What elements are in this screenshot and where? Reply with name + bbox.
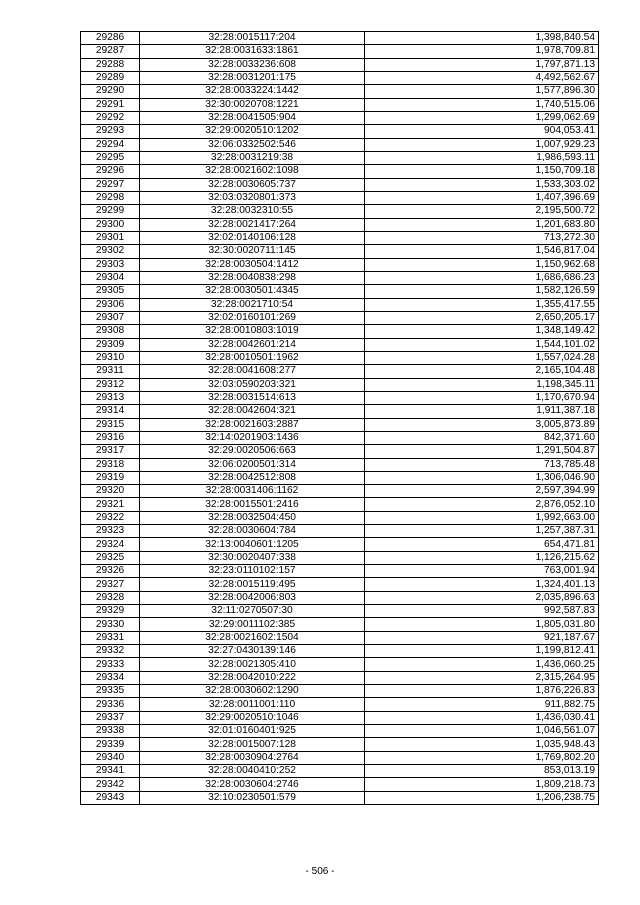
amount-cell: 992,587.83 xyxy=(365,605,599,618)
row-number-cell: 29315 xyxy=(81,418,140,431)
table-row xyxy=(81,418,599,431)
cadastral-number-cell: 32:14:0201903:1436 xyxy=(140,431,365,444)
cadastral-number-cell: 32:28:0015501:2416 xyxy=(140,498,365,511)
amount-cell: 1,436,060.25 xyxy=(365,658,599,671)
row-number-cell: 29332 xyxy=(81,645,140,658)
amount-cell: 1,324,401.13 xyxy=(365,578,599,591)
amount-cell: 1,686,686.23 xyxy=(365,271,599,284)
row-number-cell: 29292 xyxy=(81,111,140,124)
table-row xyxy=(81,178,599,191)
table-row xyxy=(81,165,599,178)
table-row xyxy=(81,258,599,271)
amount-cell: 2,165,104.48 xyxy=(365,365,599,378)
amount-cell: 3,005,873.89 xyxy=(365,418,599,431)
cadastral-number-cell: 32:28:0030602:1290 xyxy=(140,685,365,698)
row-number-cell: 29290 xyxy=(81,85,140,98)
cadastral-number-cell: 32:02:0160101:269 xyxy=(140,311,365,324)
cadastral-number-cell: 32:28:0021603:2887 xyxy=(140,418,365,431)
row-number-cell: 29337 xyxy=(81,711,140,724)
row-number-cell: 29327 xyxy=(81,578,140,591)
amount-cell: 1,306,046.90 xyxy=(365,471,599,484)
cadastral-number-cell: 32:28:0030605:737 xyxy=(140,178,365,191)
table-row xyxy=(81,538,599,551)
cadastral-number-cell: 32:28:0031406:1162 xyxy=(140,485,365,498)
page-number: - 506 - xyxy=(305,866,335,877)
amount-cell: 2,195,500.72 xyxy=(365,205,599,218)
row-number-cell: 29301 xyxy=(81,231,140,244)
amount-cell: 1,170,670.94 xyxy=(365,391,599,404)
row-number-cell: 29326 xyxy=(81,565,140,578)
amount-cell: 1,992,663.00 xyxy=(365,511,599,524)
cadastral-number-cell: 32:02:0140106:128 xyxy=(140,231,365,244)
row-number-cell: 29318 xyxy=(81,458,140,471)
amount-cell: 1,035,948.43 xyxy=(365,738,599,751)
row-number-cell: 29325 xyxy=(81,551,140,564)
table-row xyxy=(81,431,599,444)
table-row xyxy=(81,658,599,671)
cadastral-number-cell: 32:28:0033236:608 xyxy=(140,58,365,71)
row-number-cell: 29317 xyxy=(81,445,140,458)
cadastral-number-cell: 32:03:0590203:321 xyxy=(140,378,365,391)
table-row xyxy=(81,58,599,71)
amount-cell: 1,206,238.75 xyxy=(365,791,599,804)
table-row xyxy=(81,445,599,458)
cadastral-number-cell: 32:28:0032310:55 xyxy=(140,205,365,218)
table-row xyxy=(81,605,599,618)
amount-cell: 1,150,962.68 xyxy=(365,258,599,271)
amount-cell: 2,650,205.17 xyxy=(365,311,599,324)
amount-cell: 1,557,024.28 xyxy=(365,351,599,364)
cadastral-number-cell: 32:28:0040838:298 xyxy=(140,271,365,284)
table-row xyxy=(81,338,599,351)
cadastral-number-cell: 32:11:0270507:30 xyxy=(140,605,365,618)
amount-cell: 1,809,218.73 xyxy=(365,778,599,791)
cadastral-number-cell: 32:28:0015007:128 xyxy=(140,738,365,751)
cadastral-number-cell: 32:28:0031219:38 xyxy=(140,151,365,164)
row-number-cell: 29341 xyxy=(81,765,140,778)
row-number-cell: 29305 xyxy=(81,285,140,298)
row-number-cell: 29304 xyxy=(81,271,140,284)
cadastral-number-cell: 32:30:0020407:338 xyxy=(140,551,365,564)
row-number-cell: 29294 xyxy=(81,138,140,151)
row-number-cell: 29323 xyxy=(81,525,140,538)
amount-cell: 1,978,709.81 xyxy=(365,45,599,58)
table-row xyxy=(81,391,599,404)
cadastral-number-cell: 32:28:0015117:204 xyxy=(140,32,365,45)
row-number-cell: 29306 xyxy=(81,298,140,311)
cadastral-number-cell: 32:01:0160401:925 xyxy=(140,725,365,738)
row-number-cell: 29335 xyxy=(81,685,140,698)
cadastral-number-cell: 32:28:0030604:784 xyxy=(140,525,365,538)
cadastral-number-cell: 32:28:0040410:252 xyxy=(140,765,365,778)
table-row xyxy=(81,231,599,244)
cadastral-number-cell: 32:28:0021710:54 xyxy=(140,298,365,311)
row-number-cell: 29303 xyxy=(81,258,140,271)
row-number-cell: 29321 xyxy=(81,498,140,511)
row-number-cell: 29334 xyxy=(81,671,140,684)
cadastral-number-cell: 32:30:0020711:145 xyxy=(140,245,365,258)
table-row xyxy=(81,218,599,231)
row-number-cell: 29300 xyxy=(81,218,140,231)
amount-cell: 1,199,812.41 xyxy=(365,645,599,658)
cadastral-number-cell: 32:28:0011001:110 xyxy=(140,698,365,711)
table-row xyxy=(81,591,599,604)
table-row xyxy=(81,738,599,751)
row-number-cell: 29331 xyxy=(81,631,140,644)
table-row xyxy=(81,498,599,511)
cadastral-number-cell: 32:28:0042010:222 xyxy=(140,671,365,684)
row-number-cell: 29287 xyxy=(81,45,140,58)
table-row xyxy=(81,765,599,778)
table-row xyxy=(81,138,599,151)
amount-cell: 1,046,561.07 xyxy=(365,725,599,738)
cadastral-number-cell: 32:28:0015119:495 xyxy=(140,578,365,591)
table-row xyxy=(81,698,599,711)
cadastral-number-cell: 32:28:0031514:613 xyxy=(140,391,365,404)
cadastral-number-cell: 32:28:0042512:808 xyxy=(140,471,365,484)
table-row xyxy=(81,111,599,124)
cadastral-number-cell: 32:28:0032504:450 xyxy=(140,511,365,524)
cadastral-number-cell: 32:28:0021305:410 xyxy=(140,658,365,671)
table-row xyxy=(81,311,599,324)
cadastral-number-cell: 32:28:0030904:2764 xyxy=(140,751,365,764)
row-number-cell: 29312 xyxy=(81,378,140,391)
row-number-cell: 29329 xyxy=(81,605,140,618)
table-row xyxy=(81,325,599,338)
table-row xyxy=(81,85,599,98)
table-row xyxy=(81,471,599,484)
row-number-cell: 29310 xyxy=(81,351,140,364)
amount-cell: 1,150,709.18 xyxy=(365,165,599,178)
amount-cell: 2,876,052.10 xyxy=(365,498,599,511)
table-row xyxy=(81,285,599,298)
table-row xyxy=(81,551,599,564)
amount-cell: 1,805,031.80 xyxy=(365,618,599,631)
cadastral-number-cell: 32:06:0332502:546 xyxy=(140,138,365,151)
cadastral-number-cell: 32:29:0020510:1046 xyxy=(140,711,365,724)
amount-cell: 1,348,149.42 xyxy=(365,325,599,338)
amount-cell: 1,876,226.83 xyxy=(365,685,599,698)
table-row xyxy=(81,511,599,524)
amount-cell: 853,013.19 xyxy=(365,765,599,778)
amount-cell: 713,272.30 xyxy=(365,231,599,244)
amount-cell: 2,597,394.99 xyxy=(365,485,599,498)
cadastral-number-cell: 32:29:0020506:663 xyxy=(140,445,365,458)
amount-cell: 1,291,504.87 xyxy=(365,445,599,458)
cadastral-number-cell: 32:28:0030501:4345 xyxy=(140,285,365,298)
records-table xyxy=(80,31,599,805)
row-number-cell: 29308 xyxy=(81,325,140,338)
table-row xyxy=(81,631,599,644)
table-row xyxy=(81,351,599,364)
amount-cell: 904,053.41 xyxy=(365,125,599,138)
row-number-cell: 29338 xyxy=(81,725,140,738)
amount-cell: 911,882.75 xyxy=(365,698,599,711)
amount-cell: 1,533,303.02 xyxy=(365,178,599,191)
amount-cell: 1,126,215.62 xyxy=(365,551,599,564)
table-row xyxy=(81,365,599,378)
row-number-cell: 29311 xyxy=(81,365,140,378)
table-row xyxy=(81,45,599,58)
row-number-cell: 29339 xyxy=(81,738,140,751)
records-table-body xyxy=(81,32,599,805)
row-number-cell: 29343 xyxy=(81,791,140,804)
cadastral-number-cell: 32:28:0041505:904 xyxy=(140,111,365,124)
cadastral-number-cell: 32:30:0020708:1221 xyxy=(140,98,365,111)
table-row xyxy=(81,645,599,658)
amount-cell: 2,315,264.95 xyxy=(365,671,599,684)
cadastral-number-cell: 32:27:0430139:146 xyxy=(140,645,365,658)
cadastral-number-cell: 32:28:0031633:1861 xyxy=(140,45,365,58)
table-row xyxy=(81,618,599,631)
row-number-cell: 29320 xyxy=(81,485,140,498)
table-row xyxy=(81,791,599,804)
row-number-cell: 29328 xyxy=(81,591,140,604)
table-row xyxy=(81,778,599,791)
amount-cell: 1,407,396.69 xyxy=(365,191,599,204)
row-number-cell: 29342 xyxy=(81,778,140,791)
cadastral-number-cell: 32:28:0042604:321 xyxy=(140,405,365,418)
cadastral-number-cell: 32:23:0110102:157 xyxy=(140,565,365,578)
cadastral-number-cell: 32:06:0200501:314 xyxy=(140,458,365,471)
cadastral-number-cell: 32:28:0030504:1412 xyxy=(140,258,365,271)
row-number-cell: 29289 xyxy=(81,71,140,84)
row-number-cell: 29333 xyxy=(81,658,140,671)
table-row xyxy=(81,98,599,111)
amount-cell: 1,769,802.20 xyxy=(365,751,599,764)
amount-cell: 842,371.60 xyxy=(365,431,599,444)
row-number-cell: 29313 xyxy=(81,391,140,404)
amount-cell: 654,471.81 xyxy=(365,538,599,551)
cadastral-number-cell: 32:28:0042601:214 xyxy=(140,338,365,351)
row-number-cell: 29324 xyxy=(81,538,140,551)
amount-cell: 1,544,101.02 xyxy=(365,338,599,351)
row-number-cell: 29314 xyxy=(81,405,140,418)
amount-cell: 2,035,896.63 xyxy=(365,591,599,604)
row-number-cell: 29286 xyxy=(81,32,140,45)
cadastral-number-cell: 32:28:0010501:1962 xyxy=(140,351,365,364)
row-number-cell: 29299 xyxy=(81,205,140,218)
amount-cell: 1,257,387.31 xyxy=(365,525,599,538)
amount-cell: 4,492,562.67 xyxy=(365,71,599,84)
row-number-cell: 29336 xyxy=(81,698,140,711)
amount-cell: 1,577,896.30 xyxy=(365,85,599,98)
amount-cell: 713,785.48 xyxy=(365,458,599,471)
table-row xyxy=(81,485,599,498)
table-row xyxy=(81,711,599,724)
row-number-cell: 29309 xyxy=(81,338,140,351)
row-number-cell: 29288 xyxy=(81,58,140,71)
amount-cell: 1,797,871.13 xyxy=(365,58,599,71)
amount-cell: 1,546,817.04 xyxy=(365,245,599,258)
table-row xyxy=(81,245,599,258)
row-number-cell: 29297 xyxy=(81,178,140,191)
amount-cell: 1,299,062.69 xyxy=(365,111,599,124)
row-number-cell: 29296 xyxy=(81,165,140,178)
amount-cell: 1,911,387.18 xyxy=(365,405,599,418)
cadastral-number-cell: 32:28:0021417:264 xyxy=(140,218,365,231)
table-row xyxy=(81,751,599,764)
cadastral-number-cell: 32:13:0040601:1205 xyxy=(140,538,365,551)
amount-cell: 1,436,030.41 xyxy=(365,711,599,724)
row-number-cell: 29295 xyxy=(81,151,140,164)
row-number-cell: 29322 xyxy=(81,511,140,524)
amount-cell: 921,187.67 xyxy=(365,631,599,644)
cadastral-number-cell: 32:28:0042006:803 xyxy=(140,591,365,604)
amount-cell: 1,355,417.55 xyxy=(365,298,599,311)
table-row xyxy=(81,205,599,218)
table-row xyxy=(81,405,599,418)
table-row xyxy=(81,125,599,138)
table-row xyxy=(81,525,599,538)
row-number-cell: 29307 xyxy=(81,311,140,324)
table-row xyxy=(81,151,599,164)
table-row xyxy=(81,298,599,311)
amount-cell: 763,001.94 xyxy=(365,565,599,578)
cadastral-number-cell: 32:29:0011102:385 xyxy=(140,618,365,631)
row-number-cell: 29330 xyxy=(81,618,140,631)
amount-cell: 1,740,515.06 xyxy=(365,98,599,111)
table-row xyxy=(81,685,599,698)
cadastral-number-cell: 32:10:0230501:579 xyxy=(140,791,365,804)
table-row xyxy=(81,378,599,391)
table-row xyxy=(81,565,599,578)
row-number-cell: 29302 xyxy=(81,245,140,258)
amount-cell: 1,582,126.59 xyxy=(365,285,599,298)
amount-cell: 1,007,929.23 xyxy=(365,138,599,151)
amount-cell: 1,398,840.54 xyxy=(365,32,599,45)
row-number-cell: 29340 xyxy=(81,751,140,764)
amount-cell: 1,201,683.80 xyxy=(365,218,599,231)
table-row xyxy=(81,725,599,738)
table-row xyxy=(81,71,599,84)
table-row xyxy=(81,191,599,204)
cadastral-number-cell: 32:28:0021602:1098 xyxy=(140,165,365,178)
table-row xyxy=(81,32,599,45)
row-number-cell: 29298 xyxy=(81,191,140,204)
row-number-cell: 29291 xyxy=(81,98,140,111)
table-row xyxy=(81,458,599,471)
cadastral-number-cell: 32:29:0020510:1202 xyxy=(140,125,365,138)
cadastral-number-cell: 32:28:0033224:1442 xyxy=(140,85,365,98)
amount-cell: 1,986,593.11 xyxy=(365,151,599,164)
cadastral-number-cell: 32:28:0030604:2746 xyxy=(140,778,365,791)
table-row xyxy=(81,671,599,684)
cadastral-number-cell: 32:03:0320801:373 xyxy=(140,191,365,204)
row-number-cell: 29293 xyxy=(81,125,140,138)
table-row xyxy=(81,271,599,284)
cadastral-number-cell: 32:28:0021602:1504 xyxy=(140,631,365,644)
row-number-cell: 29319 xyxy=(81,471,140,484)
cadastral-number-cell: 32:28:0010803:1019 xyxy=(140,325,365,338)
cadastral-number-cell: 32:28:0041608:277 xyxy=(140,365,365,378)
cadastral-number-cell: 32:28:0031201:175 xyxy=(140,71,365,84)
row-number-cell: 29316 xyxy=(81,431,140,444)
amount-cell: 1,198,345.11 xyxy=(365,378,599,391)
table-row xyxy=(81,578,599,591)
